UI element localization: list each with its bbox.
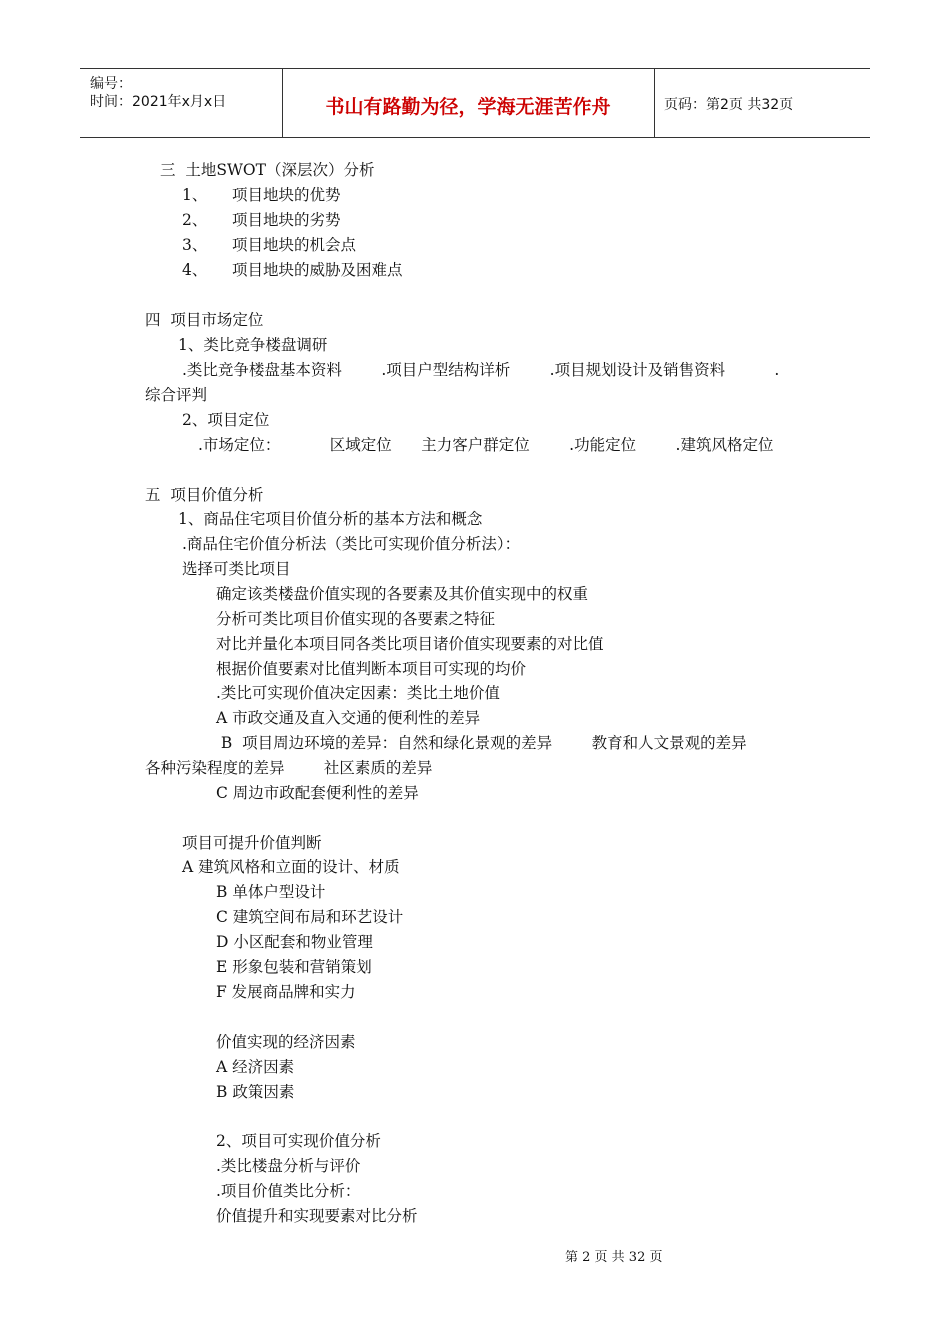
text-line: 综合评判 [145,386,208,404]
text-line: 确定该类楼盘价值实现的各要素及其价值实现中的权重 [216,585,589,603]
text-line: 选择可类比项目 [182,560,291,578]
section-heading: 四 项目市场定位 [145,311,264,329]
text-line: .类比楼盘分析与评价 [216,1157,361,1175]
text-line: .类比竞争楼盘基本资料 .项目户型结构详析 .项目规划设计及销售资料 . [182,361,780,379]
text-line: 根据价值要素对比值判断本项目可实现的均价 [216,660,527,678]
section-heading: 五 项目价值分析 [145,486,264,504]
header-motto-cell [282,69,655,137]
header-page-code: 页码：第2页 共32页 [664,97,794,113]
text-line: A 经济因素 [216,1058,295,1076]
subsection-heading: 1、类比竞争楼盘调研 [178,336,328,354]
text-line: 价值提升和实现要素对比分析 [216,1207,418,1225]
list-item: 1、 项目地块的优势 [182,186,341,204]
text-line: D 小区配套和物业管理 [216,933,373,951]
text-line: 对比并量化本项目同各类比项目诸价值实现要素的对比值 [216,635,604,653]
text-line: A 建筑风格和立面的设计、材质 [182,858,400,876]
subsection-heading: 2、项目定位 [182,411,270,429]
text-line: A 市政交通及直入交通的便利性的差异 [216,709,481,727]
text-line: B 政策因素 [216,1083,295,1101]
text-line: 价值实现的经济因素 [216,1033,356,1051]
text-line: C 周边市政配套便利性的差异 [216,784,419,802]
text-line: 项目可提升价值判断 [182,834,322,852]
list-item: 2、 项目地块的劣势 [182,211,341,229]
header-info-cell [80,69,283,137]
text-line: B 单体户型设计 [216,883,326,901]
document-number-label: 编号： [90,76,132,92]
text-line: .商品住宅价值分析法（类比可实现价值分析法）： [182,535,521,553]
list-item: 3、 项目地块的机会点 [182,236,356,254]
text-line: C 建筑空间布局和环艺设计 [216,908,404,926]
header-motto: 书山有路勤为径，学海无涯苦作舟 [325,96,611,118]
text-line: E 形象包装和营销策划 [216,958,372,976]
document-time-label: 时间：2021年x月x日 [90,94,227,110]
text-line: .项目价值类比分析： [216,1182,361,1200]
page-footer: 第 2 页 共 32 页 [565,1250,663,1265]
text-line: B 项目周边环境的差异：自然和绿化景观的差异 教育和人文景观的差异 [216,734,747,752]
text-line: 各种污染程度的差异 社区素质的差异 [145,759,433,777]
text-line: .类比可实现价值决定因素：类比土地价值 [216,684,500,702]
text-line: .市场定位： 区域定位 主力客户群定位 .功能定位 .建筑风格定位 [198,436,774,454]
subsection-heading: 1、商品住宅项目价值分析的基本方法和概念 [178,510,483,528]
section-heading: 三 土地SWOT（深层次）分析 [160,161,375,179]
text-line: 分析可类比项目价值实现的各要素之特征 [216,610,496,628]
subsection-heading: 2、项目可实现价值分析 [216,1132,381,1150]
page-header [80,68,870,138]
list-item: 4、 项目地块的威胁及困难点 [182,261,403,279]
header-page-cell [654,69,870,137]
text-line: F 发展商品牌和实力 [216,983,356,1001]
